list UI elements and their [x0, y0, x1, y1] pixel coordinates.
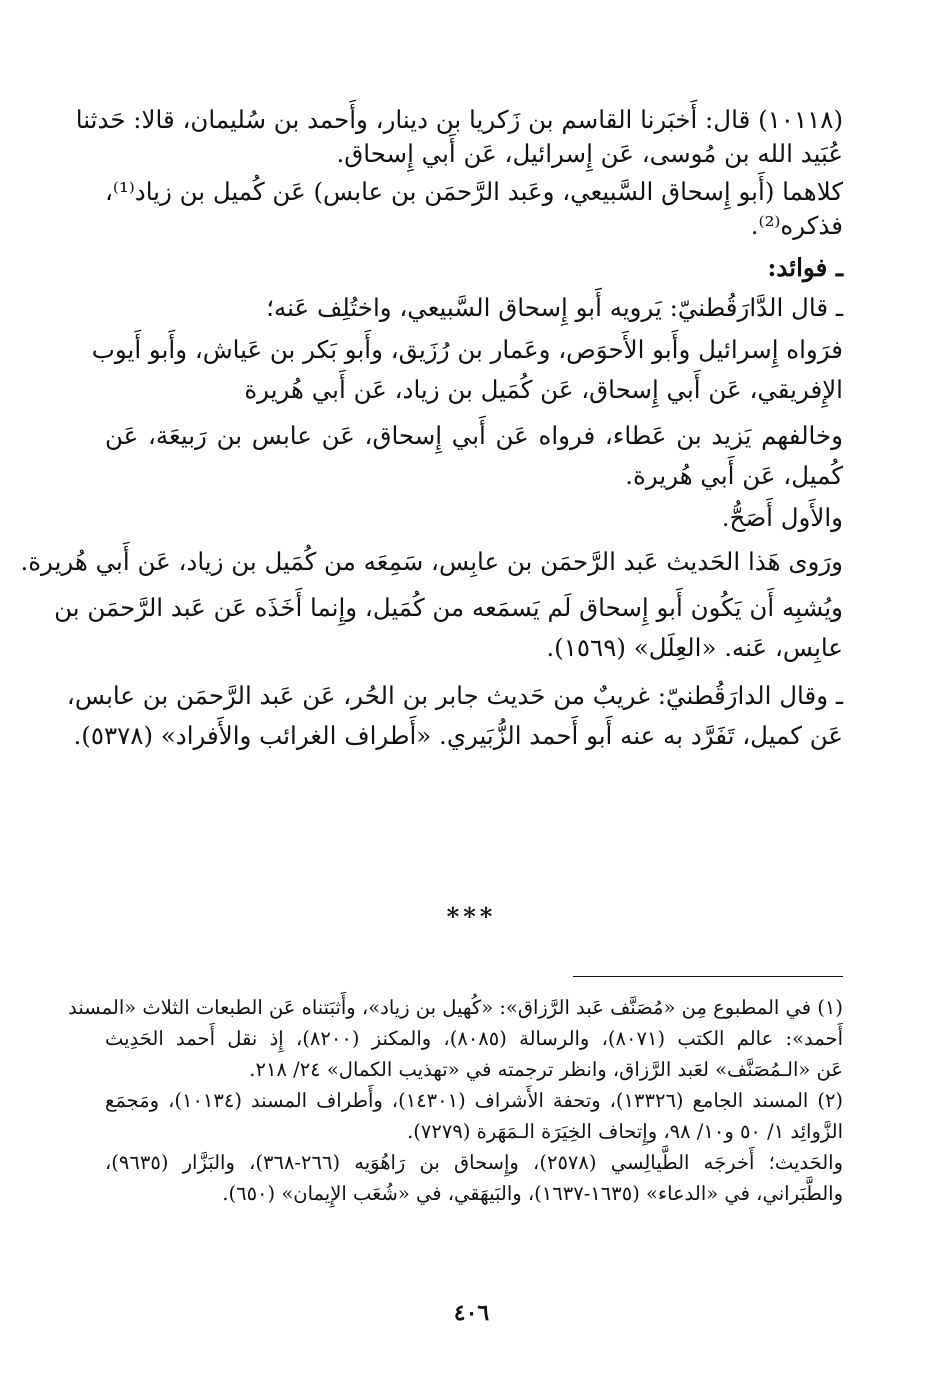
text-line: ـ قال الدَّارَقُطنيّ: يَرويه أَبو إِسحاق السَّبيعي، واختُلِف عَنه؛ [266, 293, 843, 322]
text-line: كُميل، عَن أَبي هُريرة. [625, 461, 843, 490]
text-line: فذكره⁽²⁾. [750, 211, 843, 240]
text-line: عَن كميل، تَفَرَّد به عنه أَبو أَحمد الزُّبَيري. «أَطراف الغرائب والأَفراد» (٥٣٧٨). [73, 721, 843, 750]
text-line: والأَول أَصَحُّ. [721, 503, 843, 532]
footnote-line: والحَديث؛ أَخرجَه الطَّيالِسي (٢٥٧٨)، وإِسحاق بن رَاهُوَيه (٢٦٦-٣٦٨)، والبَزَّار (٩٦٣٥)، [105, 1151, 843, 1174]
footnote-line: (١) في المطبوع مِن «مُصَنَّف عَبد الرَّزاق»: «كُهيل بن زياد»، وأَثبَتناه عَن الطبعات الثلاث «المسند [68, 996, 843, 1019]
footnote-line: الزَّوائِد ١/ ٥٠ و١٠/ ٩٨، وإِتحاف الخِيَرَة الـمَهَرة (٧٢٧٩). [407, 1120, 843, 1143]
text-line: ـ وقال الدارَقُطنيّ: غريبٌ من حَديث جابر بن الحُر، عَن عَبد الرَّحمَن بن عابس، [66, 681, 843, 710]
text-line: عابِس، عَنه. «العِلَل» (١٥٦٩). [546, 633, 843, 662]
footnote-line: عَن «الـمُصَنَّف» لعَبد الرَّزاق، وانظر ترجمته في «تهذيب الكمال» ٢٤/ ٢١٨. [249, 1058, 843, 1081]
text-line: الإِفريقي، عَن أَبي إِسحاق، عَن كُمَيل بن زياد، عَن أَبي هُريرة [244, 375, 843, 404]
footnote-divider [573, 976, 843, 977]
text-line: فرَواه إِسرائيل وأَبو الأَحوَص، وعَمار بن رُزَيق، وأَبو بَكر بن عَياش، وأَبو أَيوب [91, 335, 843, 364]
footnote-line: والطَّبَراني، في «الدعاء» (١٦٣٥-١٦٣٧)، والبَيهَقي، في «شُعَب الإِيمان» (٦٥٠). [222, 1182, 843, 1205]
text-line: وخالفهم يَزيد بن عَطاء، فرواه عَن أَبي إِسحاق، عَن عابس بن رَبيعَة، عَن [105, 421, 843, 450]
text-line: ويُشبِه أَن يَكُون أَبو إِسحاق لَم يَسمَعه من كُمَيل، وإِنما أَخَذَه عَن عَبد الرَّحمَن بن [54, 593, 843, 622]
footnote-line: أَحمد»: عالم الكتب (٨٠٧١)، والرسالة (٨٠٨٥)، والمكنز (٨٢٠٠)، إِذ نقل أَحمد الحَدِيث [105, 1027, 844, 1050]
text-line: ورَوى هَذا الحَديث عَبد الرَّحمَن بن عابِس، سَمِعَه من كُمَيل بن زياد، عَن أَبي هُريرة. [20, 547, 843, 576]
footnote-line: (٢) المسند الجامع (١٣٣٢٦)، وتحفة الأَشراف (١٤٣٠١)، وأَطراف المسند (١٠١٣٤)، ومَجمَع [105, 1089, 844, 1112]
text-line: (١٠١١٨) قال: أَخبَرنا القاسم بن زَكريا بن دينار، وأَحمد بن سُليمان، قالا: حَدثنا [75, 105, 843, 134]
section-heading: ـ فوائد: [767, 253, 843, 282]
text-line: كلاهما (أَبو إِسحاق السَّبيعي، وعَبد الرَّحمَن بن عابس) عَن كُميل بن زياد⁽¹⁾، [105, 177, 843, 206]
page-number: ٤٠٦ [453, 1300, 490, 1326]
main-text [20, 105, 843, 758]
section-separator: *** [446, 902, 497, 931]
footnotes [68, 996, 844, 1215]
text-line: عُبَيد الله بن مُوسى، عَن إِسرائيل، عَن أَبي إِسحاق. [336, 139, 843, 168]
